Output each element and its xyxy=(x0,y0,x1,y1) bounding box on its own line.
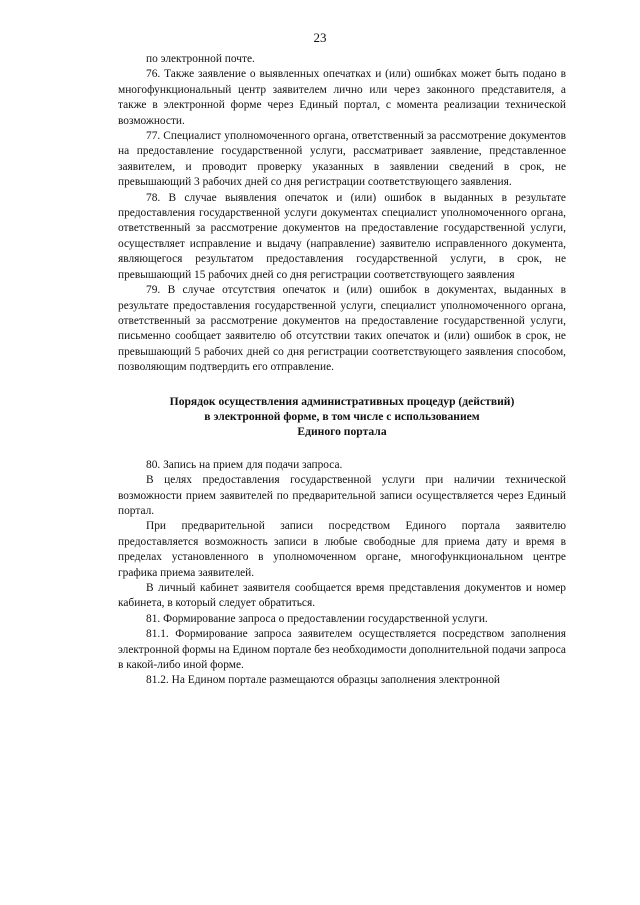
paragraph-81-1: 81.1. Формирование запроса заявителем осуществляется посредством заполнения электронной формы на Едином портале без необходимости дополнительной подачи запроса в какой-либо иной форме. xyxy=(118,628,566,672)
paragraph-80: 80. Запись на прием для подачи запроса. xyxy=(146,458,343,471)
paragraph: При предварительной записи посредством Единого портала заявителю предоставляется возможность записи в любые свободные для приема дату и время в пределах установленного в уполномоченном органе, многофункциональном центре графика приема заявителей. xyxy=(118,520,566,579)
paragraph-76: 76. Также заявление о выявленных опечатках и (или) ошибках может быть подано в многофункциональный центр заявителем лично или через законного представителя, а также в электронной форме через Единый портал, с момента реализации технической возможности. xyxy=(118,68,566,127)
paragraph: В личный кабинет заявителя сообщается время представления документов и номер кабинета, в который следует обратиться. xyxy=(118,582,566,610)
page-number: 23 xyxy=(313,30,327,45)
paragraph: по электронной почте. xyxy=(146,53,255,65)
paragraph: В целях предоставления государственной услуги при наличии технической возможности прием заявителей по предварительной записи осуществляется через Единый портал. xyxy=(118,474,566,517)
section-heading xyxy=(118,394,566,440)
paragraph-78: 78. В случае выявления опечаток и (или) ошибок в выданных в результате предоставления государственной услуги документах специалист уполномоченного органа, ответственный за рассмотрение документов на предоставление государственной услуги, осуществляет исправление и выдачу (направление) заявителю исправленного документа, являющегося результатом предоставления государственной услуги, в срок, не превышающий 15 рабочих дней со дня регистрации соответствующего заявления xyxy=(118,191,566,281)
paragraph-77: 77. Специалист уполномоченного органа, ответственный за рассмотрение документов на предоставление государственной услуги, рассматривает заявление, представленное заявителем, и проводит проверку указанных в заявлении сведений в срок, не превышающий 3 рабочих дней со дня регистрации соответствующего заявления. xyxy=(118,130,566,189)
paragraph-79: 79. В случае отсутствия опечаток и (или) ошибок в документах, выданных в результате предоставления государственной услуги, специалист уполномоченного органа, ответственный за рассмотрение документов на предоставление государственной услуги, письменно сообщает заявителю об отсутствии таких опечаток и (или) ошибок в срок, не превышающий 5 рабочих дней со дня регистрации соответствующего заявления способом, позволяющим подтвердить его отправление. xyxy=(118,284,566,374)
heading-line: в электронной форме, в том числе с использованием xyxy=(204,409,480,423)
heading-line: Единого портала xyxy=(297,425,387,439)
paragraph-81-2: 81.2. На Едином портале размещаются образцы заполнения электронной xyxy=(146,674,501,687)
paragraph-81: 81. Формирование запроса о предоставлении государственной услуги. xyxy=(146,612,488,625)
heading-line: Порядок осуществления административных процедур (действий) xyxy=(169,394,515,408)
document-body xyxy=(118,52,566,689)
